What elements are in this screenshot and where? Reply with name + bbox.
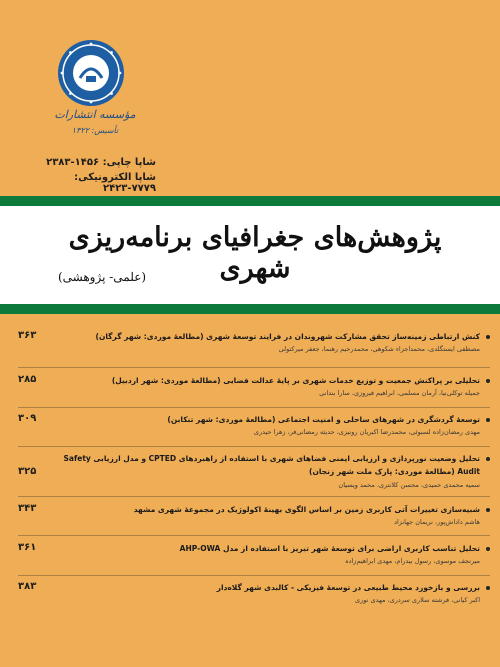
- bullet-icon: [486, 379, 490, 383]
- article-authors: جمیله توکلی‌نیا، آرمان مسلمی، ابراهیم فیروزی، سارا بندانی: [319, 389, 480, 397]
- divider: [18, 535, 490, 536]
- article-page: ۳۶۳: [18, 330, 37, 341]
- article-authors: میرنجف موسوی، رسول بیدرام، مهدی ابراهیم‌زاده: [345, 557, 480, 565]
- founded-label: تأسیس: ۱۳۲۲: [71, 126, 119, 135]
- divider: [18, 496, 490, 497]
- journal-subtitle: (علمی- پژوهشی): [57, 270, 147, 284]
- bullet-icon: [486, 457, 490, 461]
- toc-item[interactable]: [18, 374, 490, 418]
- divider: [18, 407, 490, 408]
- article-page: ۳۸۳: [18, 581, 37, 592]
- article-authors: مهدی رمضان‌زاده لسبوئی، محمدرضا اکبریان رونیزی، حدیثه رمضانی‌فر، زهرا حیدری: [253, 428, 480, 436]
- toc-item[interactable]: [18, 542, 490, 586]
- article-title: بررسی و بازخورد محیط طبیعی در توسعهٔ فیزیکی - کالبدی شهر گلاه‌دار: [216, 583, 480, 592]
- article-page: ۳۴۳: [18, 503, 37, 514]
- article-page: ۳۲۵: [18, 466, 37, 477]
- bullet-icon: [486, 508, 490, 512]
- article-authors: اکبر کیانی، فرشته سلاری سردری، مهدی نوری: [355, 596, 480, 604]
- toc-item[interactable]: [18, 581, 490, 625]
- article-page: ۲۸۵: [18, 374, 37, 385]
- bullet-icon: [486, 547, 490, 551]
- bottom-green-stripe: [0, 304, 500, 314]
- article-authors: هاشم داداش‌پور، نریمان جهانزاد: [394, 518, 480, 526]
- article-title: شبیه‌سازی تغییرات آتی کاربری زمین بر اساس الگوی بهینهٔ اکولوژیک در مجموعهٔ شهری مشهد: [133, 505, 480, 514]
- article-title: توسعهٔ گردشگری در شهرهای ساحلی و امنیت اجتماعی (مطالعهٔ موردی: شهر تنکابن): [167, 415, 480, 424]
- article-title: تحلیل تناسب کاربری اراضی برای توسعهٔ شهر تبریز با استفاده از مدل AHP-OWA: [179, 544, 480, 553]
- article-authors: سمیه محمدی حمیدی، محسن کلانتری، محمد ویسیان: [338, 481, 480, 489]
- article-page: ۳۶۱: [18, 542, 37, 553]
- issn-print: شاپا چاپی: ۱۴۵۶-۲۳۸۳: [46, 157, 156, 168]
- toc-item[interactable]: [18, 452, 490, 506]
- divider: [18, 367, 490, 368]
- publisher-label: مؤسسه انتشارات: [54, 108, 136, 121]
- divider: [18, 575, 490, 576]
- divider: [18, 446, 490, 447]
- article-authors: مصطفی ایستگلدی، محمداجزاء شکوهی، محمدرحیم رهنما، جعفر میرکتولی: [278, 345, 480, 353]
- bullet-icon: [486, 586, 490, 590]
- bullet-icon: [486, 418, 490, 422]
- journal-title: پژوهش‌های جغرافیای برنامه‌ریزی شهری: [68, 222, 442, 284]
- toc-item[interactable]: [18, 503, 490, 547]
- article-title: کنش ارتباطی زمینه‌ساز تحقق مشارکت شهروندان در فرایند توسعهٔ شهری (مطالعهٔ موردی: شهر گرگان): [95, 332, 480, 341]
- bullet-icon: [486, 335, 490, 339]
- university-seal-icon: [56, 38, 126, 108]
- top-green-stripe: [0, 196, 500, 206]
- issn-online: شاپا الکترونیکی: ۷۷۷۹-۲۴۲۳: [74, 172, 156, 194]
- article-page: ۳۰۹: [18, 413, 37, 424]
- toc-item[interactable]: [18, 413, 490, 457]
- article-title: تحلیل وضعیت نورپردازی و ارزیابی ایمنی فضاهای شهری با استفاده از راهبردهای CPTED و مدل ارزیابی Safety Audit (مطالعهٔ موردی: پارک ملت شهر زنجان): [63, 454, 480, 476]
- article-title: تحلیلی بر پراکنش جمعیت و توزیع خدمات شهری بر پایهٔ عدالت فضایی (مطالعهٔ موردی: شهر اردبیل): [111, 376, 480, 385]
